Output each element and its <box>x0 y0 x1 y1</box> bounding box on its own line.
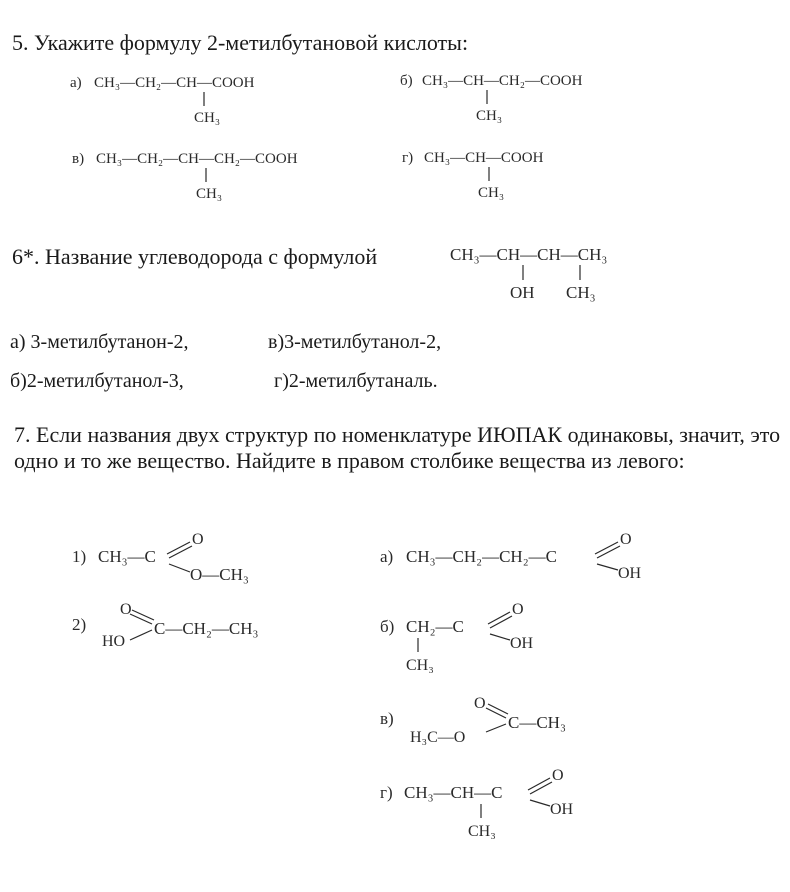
formula-o-bottom: OH <box>550 801 574 818</box>
q5-option-a <box>70 70 330 130</box>
option-label: 2) <box>72 615 87 634</box>
bond-line <box>486 724 506 732</box>
formula-main: CH₃—CH₂—CH—COOH <box>94 75 255 91</box>
q6-answer-b: б)2-метилбутанол-3, <box>10 370 184 392</box>
option-label: а) <box>380 547 394 566</box>
question-7-title: 7. Если названия двух структур по номенклатуре ИЮПАК одинаковы, значит, это одно и то же вещество. Найдите в правом столбике вещества из левого: <box>14 422 781 473</box>
q5-option-b <box>400 68 660 128</box>
formula-branch-ch3: CH₃ <box>566 283 596 302</box>
q7-left-1 <box>72 528 292 588</box>
formula-o-bottom: OH <box>510 635 534 652</box>
formula-o-bottom: O—CH₃ <box>190 565 249 584</box>
option-label: 1) <box>72 547 87 566</box>
bond-line <box>490 634 510 640</box>
q7-right-b <box>380 600 600 680</box>
q6-answer-a: а) 3-метилбутанон-2, <box>10 331 189 353</box>
formula-left: H₃C—O <box>410 729 466 746</box>
formula-main: CH₃—CH—COOH <box>424 150 544 166</box>
question-5-title: 5. Укажите формулу 2-метилбутановой кислоты: <box>12 30 469 55</box>
formula-branch: CH₃ <box>196 186 223 202</box>
option-label: г) <box>402 150 414 166</box>
formula-o-top: O <box>474 695 486 712</box>
formula-main: CH₃—CH₂—CH—CH₂—COOH <box>96 151 298 167</box>
formula-branch: CH₃ <box>476 108 503 124</box>
formula-o-top: O <box>552 767 564 784</box>
q5-option-c <box>72 146 372 206</box>
bond-line <box>530 800 550 806</box>
bond-line <box>488 704 508 714</box>
q5-option-d <box>402 145 622 205</box>
bond-line <box>595 542 618 554</box>
formula-branch: CH₃ <box>478 185 505 201</box>
bond-line <box>488 612 510 624</box>
q6-answer-d: г)2-метилбутаналь. <box>274 370 438 392</box>
option-label: в) <box>380 709 394 728</box>
formula-main: C—CH₃ <box>508 713 566 732</box>
q7-left-2 <box>72 596 312 656</box>
option-label: б) <box>380 617 395 636</box>
formula-branch-oh: OH <box>510 283 535 302</box>
bond-line <box>528 778 550 790</box>
option-label: а) <box>70 75 82 91</box>
q6-answer-c: в)3-метилбутанол-2, <box>268 331 442 353</box>
formula-branch: CH₃ <box>406 657 434 674</box>
bond-line <box>167 542 190 554</box>
formula-main: CH₃—CH—CH—CH₃ <box>450 245 608 264</box>
formula-branch: CH₃ <box>194 110 221 126</box>
bond-line <box>132 610 154 620</box>
bond-line <box>597 564 618 570</box>
formula-branch: CH₃ <box>468 823 496 840</box>
formula-main: CH₃—CH₂—CH₂—C <box>406 547 557 566</box>
bond-line <box>169 564 190 572</box>
option-label: г) <box>380 783 393 802</box>
formula-main: CH₃—CH—CH₂—COOH <box>422 73 583 89</box>
option-label: в) <box>72 151 85 167</box>
bond-line <box>486 708 506 718</box>
q7-right-a <box>380 530 680 590</box>
formula-main: CH₃—CH—C <box>404 783 503 802</box>
question-6-title: 6*. Название углеводорода с формулой <box>12 244 378 269</box>
bond-line <box>530 782 552 794</box>
q7-right-c <box>380 694 620 754</box>
bond-line <box>169 546 192 558</box>
q7-right-d <box>380 768 620 848</box>
formula-o-bottom: HO <box>102 633 126 650</box>
formula-o-top: O <box>512 601 524 618</box>
formula-main: C—CH₂—CH₃ <box>154 619 259 638</box>
formula-main: CH₃—C <box>98 547 156 566</box>
formula-main: CH₂—C <box>406 617 464 636</box>
bond-line <box>490 616 512 628</box>
formula-o-top: O <box>120 601 132 618</box>
q6-formula <box>450 240 690 310</box>
bond-line <box>130 614 152 624</box>
formula-o-bottom: OH <box>618 565 642 582</box>
bond-line <box>130 630 152 640</box>
formula-o-top: O <box>192 531 204 548</box>
formula-o-top: O <box>620 531 632 548</box>
option-label: б) <box>400 73 413 89</box>
bond-line <box>597 546 620 558</box>
